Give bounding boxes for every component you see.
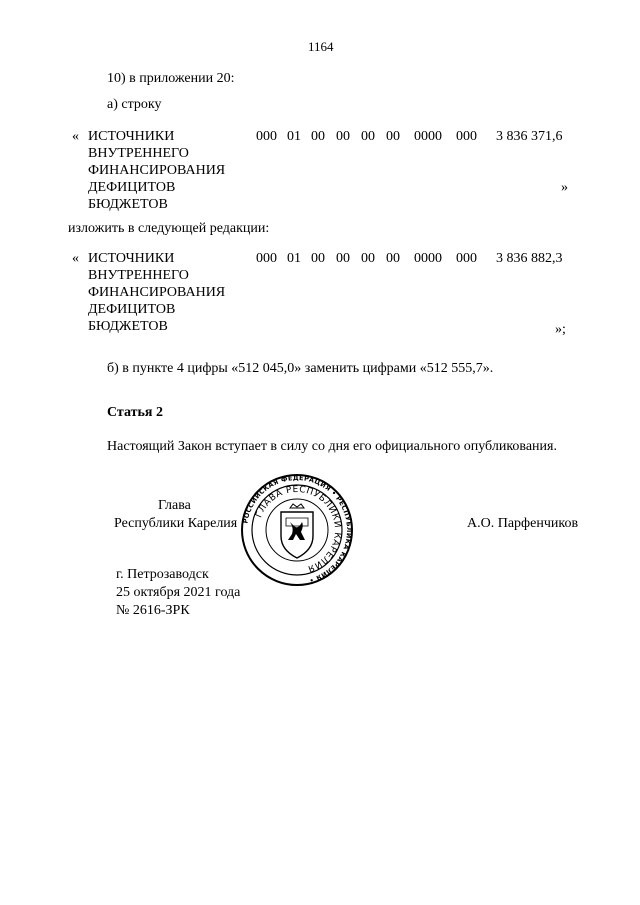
code-segment: 00 <box>361 129 375 144</box>
row-name-line: ИСТОЧНИКИ <box>88 251 175 266</box>
row-name-line: ФИНАНСИРОВАНИЯ <box>88 285 226 300</box>
row-amount: 3 836 882,3 <box>496 251 563 266</box>
row-name-line: БЮДЖЕТОВ <box>88 197 168 212</box>
code-segment: 000 <box>256 129 277 144</box>
seal-graphic <box>232 474 362 586</box>
code-segment: 00 <box>311 129 325 144</box>
law-number: № 2616-ЗРК <box>116 603 190 618</box>
code-segment: 000 <box>256 251 277 266</box>
code-segment: 01 <box>287 129 301 144</box>
open-quote: « <box>72 129 79 144</box>
row-amount: 3 836 371,6 <box>496 129 563 144</box>
row-name-line: ДЕФИЦИТОВ <box>88 302 176 317</box>
signatory-name: А.О. Парфенчиков <box>467 516 579 531</box>
signature-title-line2: Республики Карелия <box>114 516 238 531</box>
code-segment: 01 <box>287 251 301 266</box>
seal-inner-text: ГЛАВА РЕСПУБЛИКИ КАРЕЛИЯ <box>254 484 343 574</box>
close-quote: »; <box>555 322 566 337</box>
code-segment: 00 <box>386 129 400 144</box>
row-name-line: БЮДЖЕТОВ <box>88 319 168 334</box>
seal-outer-text: РОССИЙСКАЯ ФЕДЕРАЦИЯ • РЕСПУБЛИКА КАРЕЛИЯ • <box>241 474 354 585</box>
code-segment: 0000 <box>414 129 442 144</box>
code-segment: 00 <box>386 251 400 266</box>
code-segment: 0000 <box>414 251 442 266</box>
item-b-text: б) в пункте 4 цифры «512 045,0» заменить цифрами «512 555,7». <box>107 361 494 376</box>
row-name-line: ИСТОЧНИКИ <box>88 129 175 144</box>
open-quote: « <box>72 251 79 266</box>
coat-of-arms-icon <box>281 504 313 558</box>
official-seal <box>232 474 362 586</box>
code-segment: 00 <box>336 129 350 144</box>
article-heading: Статья 2 <box>107 405 163 420</box>
page-number: 1164 <box>308 39 334 54</box>
row-name-line: ВНУТРЕННЕГО <box>88 146 189 161</box>
replace-text: изложить в следующей редакции: <box>68 221 270 236</box>
code-segment: 000 <box>456 251 477 266</box>
place-text: г. Петрозаводск <box>116 567 209 582</box>
row-name-line: ДЕФИЦИТОВ <box>88 180 176 195</box>
date-text: 25 октября 2021 года <box>116 585 241 600</box>
row-name-line: ВНУТРЕННЕГО <box>88 268 189 283</box>
code-segment: 00 <box>361 251 375 266</box>
close-quote: » <box>561 180 568 195</box>
item-10-text: 10) в приложении 20: <box>107 71 235 86</box>
code-segment: 00 <box>311 251 325 266</box>
code-segment: 00 <box>336 251 350 266</box>
row-name-line: ФИНАНСИРОВАНИЯ <box>88 163 226 178</box>
code-segment: 000 <box>456 129 477 144</box>
article-text: Настоящий Закон вступает в силу со дня его официального опубликования. <box>107 439 557 454</box>
signature-title-line1: Глава <box>158 498 191 513</box>
item-a-text: а) строку <box>107 97 162 112</box>
